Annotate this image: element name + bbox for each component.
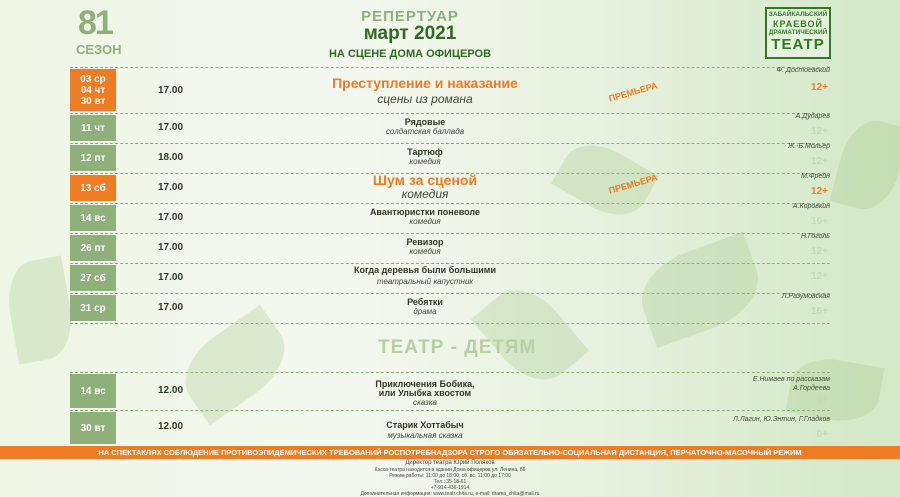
footer-line: Касса театра находится в здании Дома офицеров ул. Ленина, 86 bbox=[374, 467, 526, 473]
show-title: Авантюристки поневоле bbox=[369, 207, 481, 217]
age-rating: 16+ bbox=[811, 306, 828, 317]
schedule-row bbox=[70, 145, 830, 171]
logo-line: ДРАМАТИЧЕСКИЙ bbox=[768, 29, 828, 36]
date-cell bbox=[70, 412, 116, 444]
show-genre: комедия bbox=[401, 187, 449, 201]
date-cell bbox=[70, 175, 116, 201]
season-label: СЕЗОН bbox=[76, 42, 122, 57]
show-title-line2: или Улыбка хвостом bbox=[378, 388, 472, 398]
show-genre: солдатская баллада bbox=[385, 127, 465, 136]
show-title: Старик Хоттабыч bbox=[386, 420, 464, 430]
date-label: 11 чт bbox=[80, 122, 106, 134]
divider bbox=[70, 410, 830, 411]
show-genre: комедия bbox=[409, 217, 441, 226]
divider bbox=[70, 323, 830, 324]
show-genre: комедия bbox=[409, 157, 441, 166]
show-time: 17.00 bbox=[158, 85, 184, 96]
date-label: 14 вс bbox=[80, 385, 106, 397]
show-author-line2: А.Гордеева bbox=[793, 385, 830, 392]
show-author: Ф. Достоевский bbox=[776, 67, 830, 74]
show-time: 17.00 bbox=[158, 302, 184, 313]
show-time: 17.00 bbox=[158, 122, 184, 133]
footer-line: Тел.: 35-18-61 bbox=[433, 479, 467, 485]
kids-section-title: ТЕАТР - ДЕТЯМ bbox=[378, 337, 537, 358]
show-author: Л.Лагин, Ю.Энтин, Г.Гладков bbox=[733, 416, 830, 423]
page-venue: НА СЦЕНЕ ДОМА ОФИЦЕРОВ bbox=[328, 48, 492, 60]
show-title: Ревизор bbox=[406, 237, 444, 247]
show-time: 17.00 bbox=[158, 242, 184, 253]
date-cell bbox=[70, 115, 116, 141]
date-cell bbox=[70, 69, 116, 111]
show-author: А.Дударев bbox=[795, 113, 830, 120]
date-cell bbox=[70, 145, 116, 171]
date-cell bbox=[70, 295, 116, 321]
footer-line: Режим работы: 11:00 до 18:00, сб. вс. 11:00 до 17:00 bbox=[389, 473, 511, 479]
date-cell bbox=[70, 205, 116, 231]
age-rating: 12+ bbox=[811, 82, 828, 93]
show-title: Когда деревья были большими bbox=[354, 265, 496, 275]
date-label: 31 ср bbox=[80, 302, 106, 314]
date-cell bbox=[70, 374, 116, 408]
date-label: 04 чт bbox=[80, 84, 106, 96]
age-rating: 16+ bbox=[811, 216, 828, 227]
covid-notice-banner: НА СПЕКТАКЛЯХ СОБЛЮДЕНИЕ ПРОТИВОЭПИДЕМИЧЕСКИХ ТРЕБОВАНИЙ РОСПОТРЕБНАДЗОРА СТРОГО ОБЯЗАТЕЛЬНО-СОЦИАЛЬНАЯ ДИСТАНЦИЯ, ПЕРЧАТОЧНО-МАСОЧНЫЙ РЕЖИМ bbox=[0, 446, 900, 459]
show-title: Тартюф bbox=[407, 147, 443, 157]
logo-line: ТЕАТР bbox=[771, 36, 825, 53]
age-rating: 12+ bbox=[811, 186, 828, 197]
show-genre: драма bbox=[413, 307, 437, 316]
show-genre: сцены из романа bbox=[377, 92, 473, 106]
show-author: А.Коровкин bbox=[792, 203, 830, 210]
premiere-badge: ПРЕМЬЕРА bbox=[607, 172, 659, 196]
divider bbox=[70, 263, 830, 264]
age-rating: 12+ bbox=[811, 246, 828, 257]
schedule-row bbox=[70, 69, 830, 111]
show-title: Шум за сценой bbox=[372, 172, 478, 188]
show-author: М.Фрейн bbox=[801, 173, 830, 180]
show-title: Приключения Бобика, bbox=[375, 379, 475, 389]
show-author: Ж.-Б.Мольер bbox=[787, 143, 830, 150]
age-rating: 0+ bbox=[816, 395, 828, 406]
season-badge bbox=[74, 4, 124, 64]
show-title: Рядовые bbox=[404, 117, 446, 127]
date-cell bbox=[70, 265, 116, 291]
page-month: март 2021 bbox=[363, 23, 457, 44]
show-title: Ребятки bbox=[407, 297, 443, 307]
schedule-row bbox=[70, 295, 830, 321]
show-time: 17.00 bbox=[158, 182, 184, 193]
show-time: 17.00 bbox=[158, 272, 184, 283]
footer-line: +7-914-436-1914 bbox=[430, 485, 470, 491]
logo-line: ЗАБАЙКАЛЬСКИЙ bbox=[768, 11, 828, 18]
schedule-row bbox=[70, 265, 830, 291]
show-title: Преступление и наказание bbox=[332, 75, 518, 91]
schedule-row bbox=[70, 115, 830, 141]
show-genre: музыкальная сказка bbox=[387, 431, 463, 440]
decorative-leaf bbox=[829, 114, 900, 216]
date-cell bbox=[70, 235, 116, 261]
logo-line: КРАЕВОЙ bbox=[773, 19, 823, 29]
schedule-row bbox=[70, 374, 830, 408]
schedule-row bbox=[70, 205, 830, 231]
date-label: 13 сб bbox=[80, 182, 106, 194]
schedule-row bbox=[70, 235, 830, 261]
age-rating: 0+ bbox=[816, 429, 828, 440]
show-genre: комедия bbox=[409, 247, 441, 256]
date-label: 14 вс bbox=[80, 212, 106, 224]
decorative-leaf bbox=[2, 256, 78, 365]
premiere-badge: ПРЕМЬЕРА bbox=[607, 80, 659, 104]
show-author: Н.Гоголь bbox=[800, 233, 830, 240]
show-author: Е.Нимаев по рассказам bbox=[752, 376, 830, 383]
divider bbox=[70, 372, 830, 373]
theatre-logo bbox=[765, 7, 831, 59]
age-rating: 12+ bbox=[811, 156, 828, 167]
show-author: Л.Разумовская bbox=[781, 293, 830, 300]
date-label: 03 ср bbox=[80, 73, 106, 85]
date-label: 27 сб bbox=[80, 272, 106, 284]
footer-line: Дополнительная информация: www.teatr.chita.ru, e-mail: drama_chita@mail.ru bbox=[360, 491, 540, 497]
season-number: 81 bbox=[78, 4, 112, 42]
show-time: 18.00 bbox=[158, 152, 184, 163]
date-label: 30 вт bbox=[80, 422, 106, 434]
schedule-row bbox=[70, 412, 830, 444]
page-title: РЕПЕРТУАР bbox=[361, 8, 459, 25]
show-time: 12.00 bbox=[158, 421, 184, 432]
age-rating: 12+ bbox=[811, 271, 828, 282]
page-header bbox=[300, 8, 520, 60]
date-label: 30 вт bbox=[80, 95, 106, 107]
date-label: 26 пт bbox=[80, 242, 106, 254]
show-time: 17.00 bbox=[158, 212, 184, 223]
date-label: 12 пт bbox=[80, 152, 106, 164]
footer-director: Директор театра Юрий Поляков bbox=[405, 460, 495, 466]
age-rating: 12+ bbox=[811, 126, 828, 137]
show-time: 12.00 bbox=[158, 385, 184, 396]
show-genre: сказка bbox=[413, 398, 437, 407]
schedule-row bbox=[70, 172, 830, 201]
show-genre: театральный капустник bbox=[376, 277, 474, 286]
